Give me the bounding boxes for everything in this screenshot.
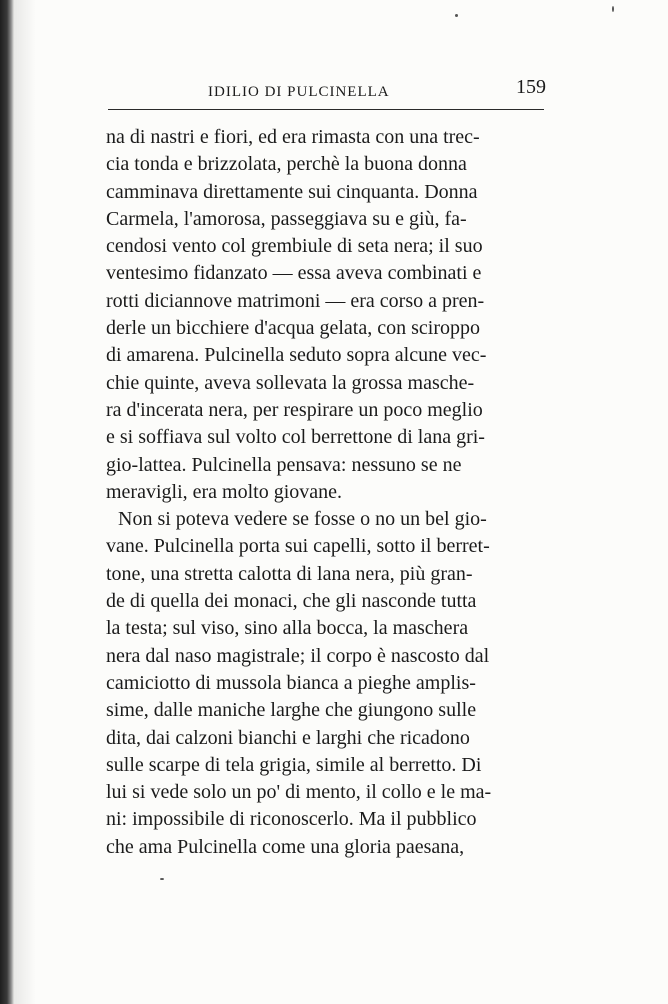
text-line: di amarena. Pulcinella seduto sopra alcune vec-	[106, 344, 487, 367]
text-line: camminava direttamente sui cinquanta. Donna	[106, 180, 478, 203]
text-line: Carmela, l'amorosa, passeggiava su e giù, fa-	[106, 207, 467, 230]
text-line: sulle scarpe di tela grigia, simile al berretto. Di	[106, 753, 482, 776]
text-line: vane. Pulcinella porta sui capelli, sotto il berret-	[106, 535, 490, 558]
header-rule	[108, 109, 544, 110]
text-line: cendosi vento col grembiule di seta nera; il suo	[106, 235, 483, 258]
page-number: 159	[516, 76, 546, 98]
text-line: lui si vede solo un po' di mento, il collo e le ma-	[106, 781, 492, 804]
text-line: camiciotto di mussola bianca a pieghe amplis-	[106, 671, 476, 694]
text-line: nera dal naso magistrale; il corpo è nascosto dal	[106, 644, 490, 667]
text-line: gio-lattea. Pulcinella pensava: nessuno se ne	[106, 453, 462, 476]
body-text	[106, 124, 547, 861]
text-line: rotti diciannove matrimoni — era corso a pren-	[106, 289, 485, 312]
book-spine-shadow	[0, 0, 14, 1004]
text-line: cia tonda e brizzolata, perchè la buona donna	[106, 153, 467, 176]
text-line: ventesimo fidanzato — essa aveva combinati e	[106, 262, 482, 285]
text-line: de di quella dei monaci, che gli nasconde tutta	[106, 590, 477, 613]
text-line: derle un bicchiere d'acqua gelata, con sciroppo	[106, 317, 480, 340]
running-title: IDILIO DI PULCINELLA	[208, 84, 390, 100]
paper-speck	[160, 878, 164, 880]
page-header	[108, 72, 548, 104]
text-line: chie quinte, aveva sollevata la grossa masche-	[106, 371, 475, 394]
text-line: sime, dalle maniche larghe che giungono sulle	[106, 699, 477, 722]
text-line: ni: impossibile di riconoscerlo. Ma il pubblico	[106, 808, 477, 831]
text-line: meravigli, era molto giovane.	[106, 480, 343, 503]
text-line: e si soffiava sul volto col berrettone di lana gri-	[106, 426, 485, 449]
text-line: na di nastri e fiori, ed era rimasta con una trec-	[106, 126, 480, 148]
paper-speck	[612, 6, 614, 12]
text-line: la testa; sul viso, sino alla bocca, la maschera	[106, 617, 469, 640]
text-line: che ama Pulcinella come una gloria paesana,	[106, 835, 465, 858]
text-line: ra d'incerata nera, per respirare un poco meglio	[106, 398, 483, 421]
text-line: dita, dai calzoni bianchi e larghi che ricadono	[106, 726, 470, 749]
text-line: tone, una stretta calotta di lana nera, più gran-	[106, 562, 473, 585]
paragraph-start-line: Non si poteva vedere se fosse o no un bel gio-	[118, 508, 487, 531]
paper-speck	[455, 14, 458, 17]
gutter-shading	[14, 0, 36, 1004]
